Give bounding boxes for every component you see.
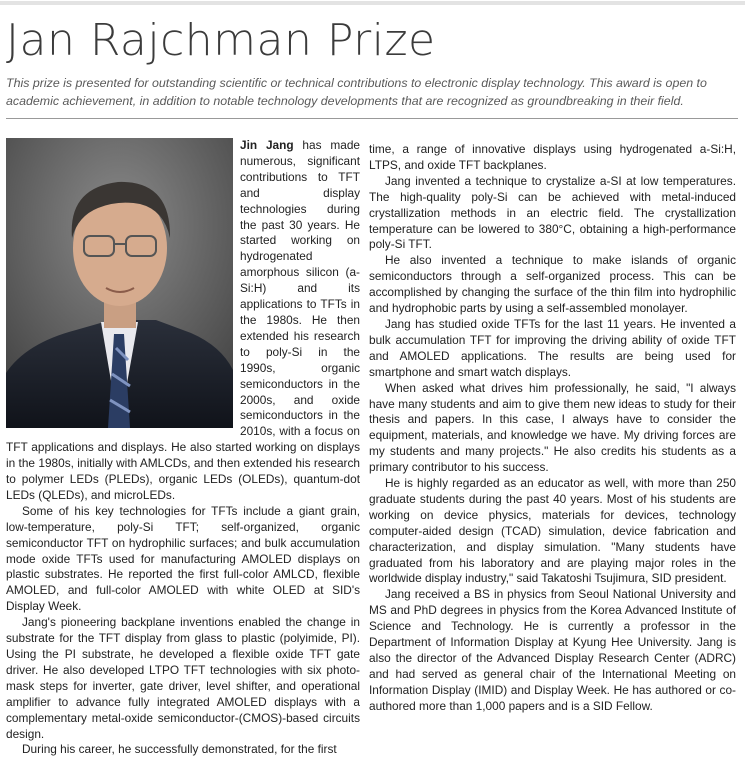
paragraph-4-start: During his career, he successfully demonstrated, for the first: [22, 742, 337, 757]
top-border: [0, 1, 745, 5]
paragraph-7: Jang has studied oxide TFTs for the last 11 years. He invented a bulk accumulation TFT for improving the driving ability of oxide TFT and AMOLED applications. The results are being used for smartphone and smart watch displays.: [369, 316, 736, 379]
portrait-illustration: [6, 138, 233, 428]
article-column-left: [6, 138, 360, 770]
page-title: Jan Rajchman Prize: [6, 15, 436, 66]
article-column-right: [369, 142, 736, 772]
paragraph-6: He also invented a technique to make islands of organic semiconductors through a self-organized process. This can be accomplished by changing the surface of the thin film into hydrophilic and hydrophobic parts by using a self-assembled monolayer.: [369, 253, 736, 316]
paragraph-lead: has made numerous, significant contributions to TFT and display technologies during the past 30 years. He started working on hydrogenated amorphous silicon (a-Si:H) and its applications to TFTs in the 1980s. He then extended his research to poly-Si in the 1990s, organic semiconductors in the 2000s, and oxide semiconductors in the 2010s, with a focus on TFT applications and displays. He also started working on displays in the 1980s, initially with AMLCDs, and then extended his research to polymer LEDs (PLEDs), organic LEDs (OLEDs), quantum-dot LEDs (QLEDs), and microLEDs.: [6, 138, 360, 502]
paragraph-8: When asked what drives him professionally, he said, "I always have many students and aim to give them new ideas to study for their thesis and papers. In this case, I always have to consider the equipment, materials, and knowledge we have. My driving forces are my students and many projects." He also credits his students as a primary contributor to his success.: [369, 380, 736, 475]
paragraph-2: Some of his key technologies for TFTs include a giant grain, low-temperature, poly-Si TFT; self-organized, organic semiconductor TFT on hydrophilic surfaces; and bulk accumulation mode oxide TFTs used for manufacturing AMOLED displays on plastic substrates. He reported the first full-color AMLCD, flexible AMOLED, and full-color AMOLED with white OLED at SID's Display Week.: [6, 503, 360, 614]
paragraph-5: Jang invented a technique to crystalize a-SI at low temperatures. The high-quality poly-Si can be achieved with metal-induced crystallization methods in an electric field. The crystallization temperature can be lowered to 380°C, obtaining a high-performance poly-Si TFT.: [369, 173, 736, 252]
divider: [6, 118, 738, 119]
prize-description: This prize is presented for outstanding scientific or technical contributions to electronic display technology. This award is open to academic achievement, in addition to notable technology developments that are recognized as groundbreaking in their field.: [6, 76, 707, 108]
paragraph-10: Jang received a BS in physics from Seoul National University and MS and PhD degrees in physics from the Korea Advanced Institute of Science and Technology. He is currently a professor in the Department of Information Display at Kyung Hee University. Jang is also the director of the Advanced Display Research Center (ADRC) and had served as general chair of the International Meeting on Information Display (IMID) and Display Week. He has authored or co-authored more than 1,000 papers and is a SID Fellow.: [369, 587, 736, 713]
honoree-name: Jin Jang: [240, 138, 294, 152]
paragraph-9: He is highly regarded as an educator as well, with more than 250 graduate students during the past 40 years. Most of his students are working on device physics, materials for devices, technology computer-aided design (TCAD) simulation, device fabrication and characterization, and display simulation. "Many students have graduated from his laboratory and are playing major roles in the worldwide display industry," said Takatoshi Tsujimura, SID president.: [369, 476, 736, 586]
paragraph-4-end: time, a range of innovative displays using hydrogenated a-Si:H, LTPS, and oxide TFT backplanes.: [369, 142, 736, 172]
portrait-photo: [6, 138, 233, 428]
paragraph-3: Jang's pioneering backplane inventions enabled the change in substrate for the TFT display from glass to plastic (polyimide, PI). Using the PI substrate, he developed a flexible oxide TFT gate driver. He also developed LTPO TFT technologies with six photo-mask steps for inverter, gate driver, level shifter, and operational amplifier to advance fully integrated AMOLED displays with a complementary metal-oxide semiconductor-(CMOS)-based circuits design.: [6, 615, 360, 741]
